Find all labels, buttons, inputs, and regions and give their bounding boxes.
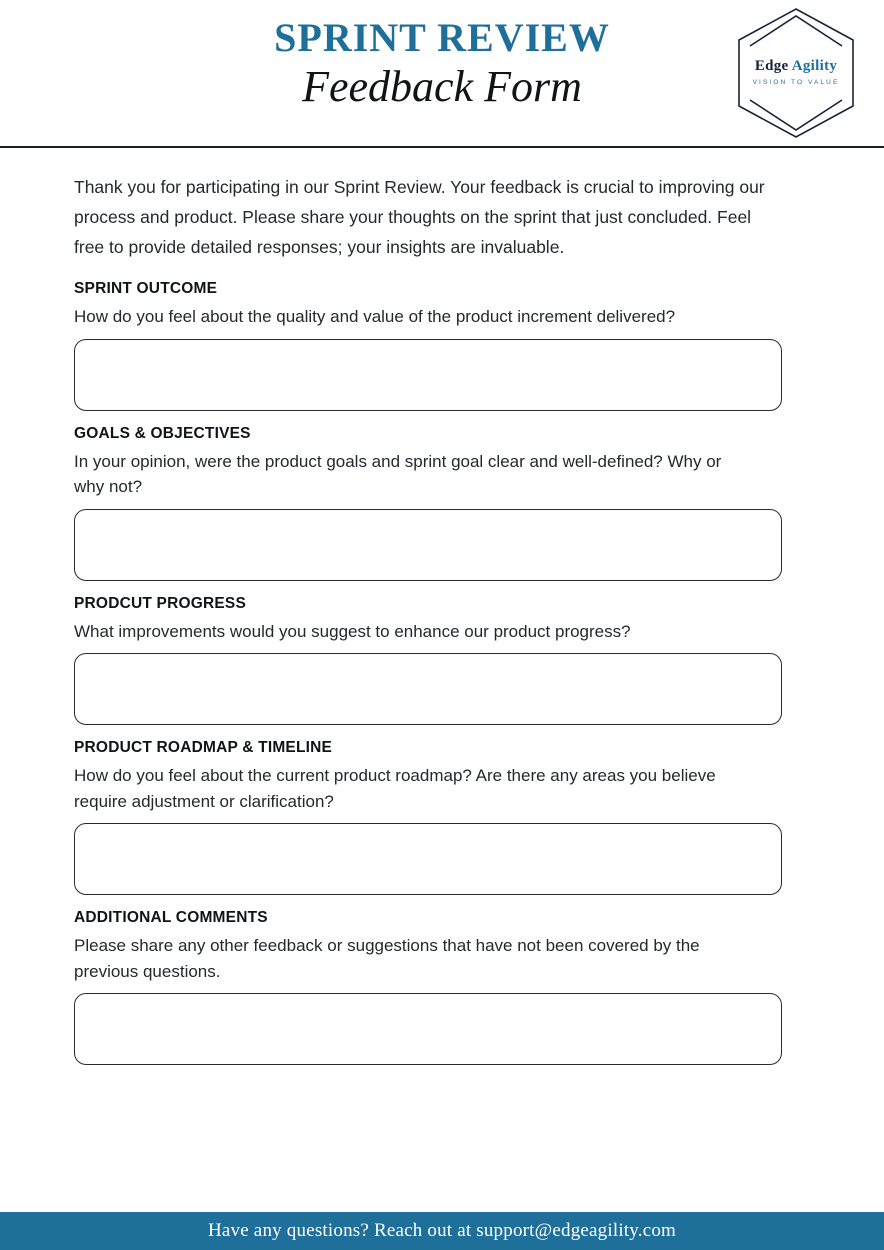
footer-contact-text: Have any questions? Reach out at support@edgeagility.com: [207, 1220, 677, 1241]
section-heading: GOALS & OBJECTIVES: [74, 424, 251, 442]
section-question: What improvements would you suggest to enhance our product progress?: [74, 621, 631, 641]
page-title: SPRINT REVIEW: [274, 15, 610, 60]
section-product-progress: [74, 595, 780, 726]
logo-name-part2: Agility: [791, 58, 838, 74]
intro-paragraph: Thank you for participating in our Sprint Review. Your feedback is crucial to improving our process and product. Please share your thoughts on the sprint that just concluded. Feel free to provide detailed responses; your insights are invaluable.: [74, 177, 765, 258]
section-goals-objectives: [74, 425, 780, 581]
answer-input-goals-objectives[interactable]: [74, 509, 782, 581]
section-additional-comments: [74, 909, 780, 1065]
section-question: How do you feel about the current product roadmap? Are there any areas you believe require adjustment or clarification?: [74, 766, 716, 811]
logo-tagline: VISION TO VALUE: [752, 79, 840, 86]
answer-input-additional-comments[interactable]: [74, 993, 782, 1065]
section-question: How do you feel about the quality and value of the product increment delivered?: [74, 307, 676, 327]
logo-text: [736, 58, 856, 86]
answer-input-sprint-outcome[interactable]: [74, 339, 782, 411]
section-heading: ADDITIONAL COMMENTS: [74, 909, 268, 927]
logo-name: [736, 58, 856, 75]
answer-input-product-roadmap[interactable]: [74, 823, 782, 895]
section-heading: PRODUCT ROADMAP & TIMELINE: [74, 739, 333, 757]
logo-name-part1: Edge: [754, 58, 792, 74]
document-header: [0, 0, 884, 148]
document-footer: [0, 1212, 884, 1250]
section-question: Please share any other feedback or suggestions that have not been covered by the previous questions.: [74, 936, 700, 981]
section-product-roadmap-timeline: [74, 739, 780, 895]
section-question: In your opinion, were the product goals and sprint goal clear and well-defined? Why or why not?: [74, 451, 722, 497]
form-content: [0, 148, 884, 1065]
section-heading: PRODCUT PROGRESS: [74, 594, 246, 612]
answer-input-product-progress[interactable]: [74, 653, 782, 725]
section-heading: SPRINT OUTCOME: [74, 280, 218, 298]
page-subtitle: Feedback Form: [302, 62, 582, 111]
section-sprint-outcome: [74, 280, 780, 411]
edge-agility-logo: [736, 6, 856, 140]
